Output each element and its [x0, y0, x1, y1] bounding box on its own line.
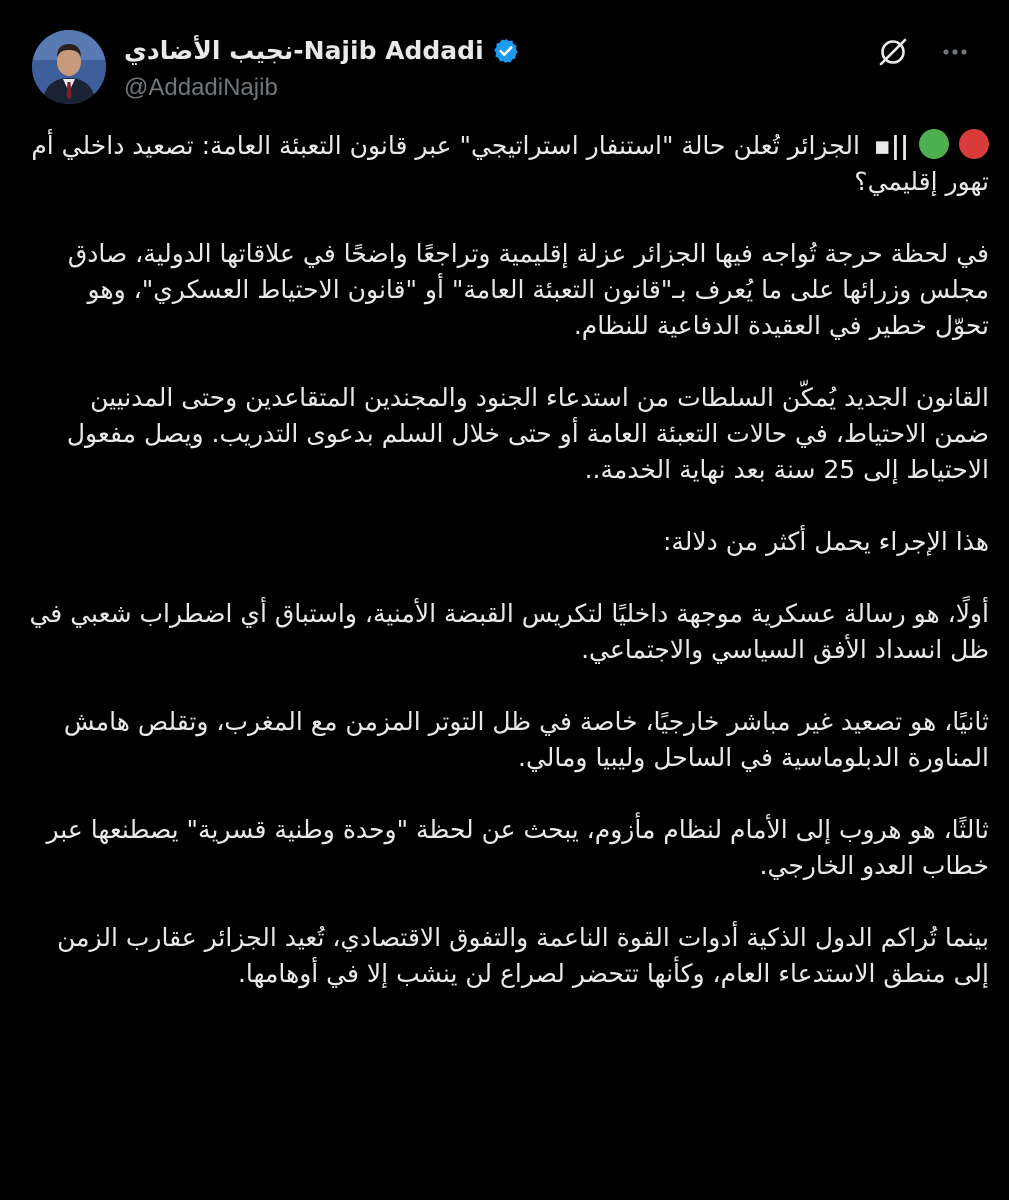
post-header [32, 30, 985, 110]
post-paragraph: بينما تُراكم الدول الذكية أدوات القوة الناعمة والتفوق الاقتصادي، تُعيد الجزائر عقارب الزمن إلى منطق الاستدعاء العام، وكأنها تتحضر لصراع لن ينشب إلا في أوهامها. [57, 923, 989, 988]
red-circle-icon [959, 129, 989, 159]
title-marker: ||▪ [873, 131, 910, 160]
post-paragraph: أولًا، هو رسالة عسكرية موجهة داخليًا لتكريس القبضة الأمنية، واستباق أي اضطراب شعبي في ظل انسداد الأفق السياسي والاجتماعي. [29, 599, 989, 664]
post-paragraph: ثالثًا، هو هروب إلى الأمام لنظام مأزوم، يبحث عن لحظة "وحدة وطنية قسرية" يصطنعها عبر خطاب العدو الخارجي. [46, 815, 989, 880]
post-paragraph: القانون الجديد يُمكّن السلطات من استدعاء الجنود والمجندين المتقاعدين وحتى المدنيين ضمن الاحتياط، في حالات التعبئة العامة أو حتى خلال السلم بدعوى التدريب. ويصل مفعول الاحتياط إلى 25 سنة بعد نهاية الخدمة.. [66, 383, 989, 484]
post-text [28, 128, 989, 1028]
green-circle-icon [919, 129, 949, 159]
avatar-portrait [32, 30, 106, 104]
author-display-name[interactable]: نجيب الأضادي-Najib Addadi [124, 36, 484, 65]
post-paragraph: هذا الإجراء يحمل أكثر من دلالة: [662, 527, 989, 556]
post-title [28, 128, 989, 200]
more-dots-icon[interactable] [937, 34, 973, 70]
verified-badge-icon[interactable] [492, 37, 520, 65]
post-title-text: الجزائر تُعلن حالة "استنفار استراتيجي" عبر قانون التعبئة العامة: تصعيد داخلي أم تهور إقليمي؟ [31, 131, 989, 196]
author-handle[interactable]: @AddadiNajib [124, 74, 278, 101]
slashed-circle-icon[interactable] [875, 34, 911, 70]
avatar[interactable] [32, 30, 106, 104]
post-paragraph: في لحظة حرجة تُواجه فيها الجزائر عزلة إقليمية وتراجعًا واضحًا في علاقاتها الدولية، صادق مجلس وزرائها على ما يُعرف بـ"قانون التعبئة العامة" أو "قانون الاحتياط العسكري"، وهو تحوّل خطير في العقيدة الدفاعية للنظام. [67, 239, 989, 340]
post-paragraph: ثانيًا، هو تصعيد غير مباشر خارجيًا، خاصة في ظل التوتر المزمن مع المغرب، وتقلص هامش المناورة الدبلوماسية في الساحل وليبيا ومالي. [63, 707, 989, 772]
